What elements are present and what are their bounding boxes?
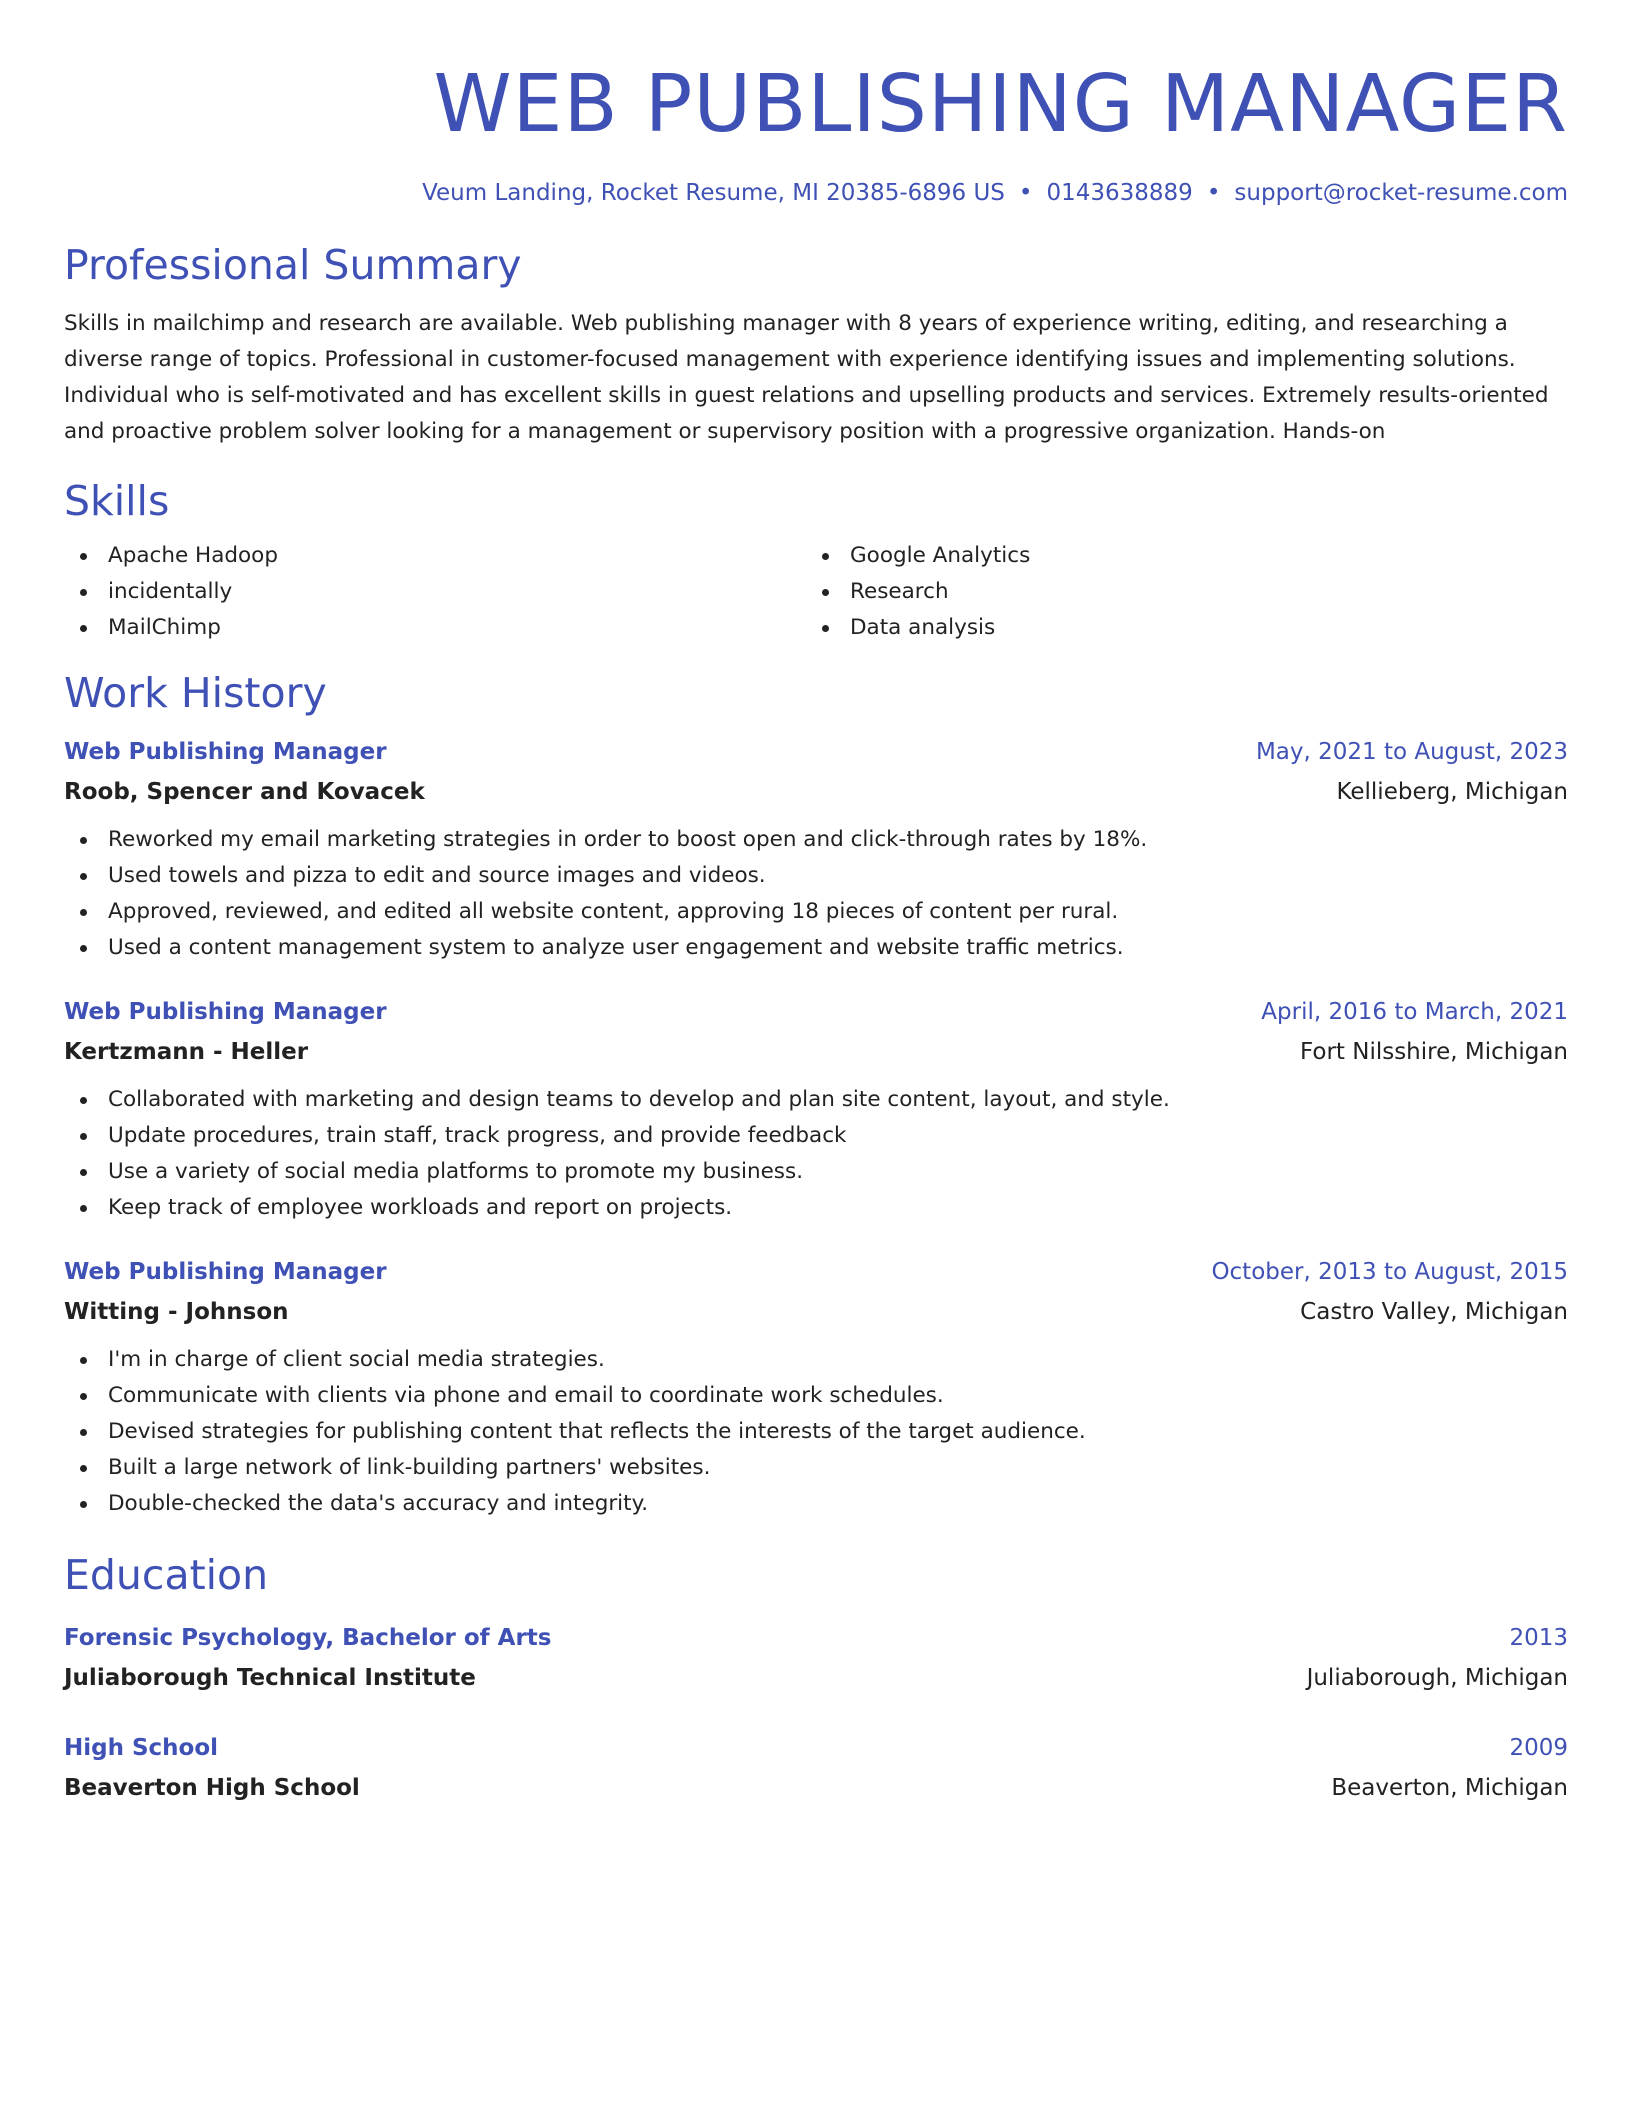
job-bullet: Update procedures, train staff, track progress, and provide feedback (64, 1118, 1568, 1154)
work-history-heading: Work History (64, 669, 327, 717)
education-location: Juliaborough, Michigan (1306, 1665, 1568, 1691)
contact-address: Veum Landing, Rocket Resume, MI 20385-6896 US (422, 180, 1005, 206)
job-bullet: Used a content management system to analyze user engagement and website traffic metrics. (64, 930, 1568, 966)
resume-title: WEB PUBLISHING MANAGER (433, 58, 1568, 150)
job-bullet: Built a large network of link-building partners' websites. (64, 1450, 1568, 1486)
job-bullet: I'm in charge of client social media strategies. (64, 1342, 1568, 1378)
job-company: Kertzmann - Heller (64, 1039, 309, 1065)
education-heading: Education (64, 1551, 269, 1599)
job-bullet: Keep track of employee workloads and report on projects. (64, 1190, 1568, 1226)
job-entry (64, 992, 1568, 1226)
job-company: Roob, Spencer and Kovacek (64, 779, 425, 805)
contact-separator: • (1206, 180, 1221, 206)
education-degree-row (64, 1728, 1568, 1768)
job-bullet: Double-checked the data's accuracy and integrity. (64, 1486, 1568, 1522)
job-position: Web Publishing Manager (64, 999, 387, 1025)
job-company-row (64, 1032, 1568, 1072)
job-bullet-list (64, 1082, 1568, 1226)
job-entry (64, 732, 1568, 966)
job-bullet: Use a variety of social media platforms to promote my business. (64, 1154, 1568, 1190)
education-degree: Forensic Psychology, Bachelor of Arts (64, 1625, 552, 1651)
contact-phone: 0143638889 (1046, 180, 1193, 206)
summary-heading: Professional Summary (64, 241, 522, 289)
job-location: Kellieberg, Michigan (1336, 779, 1568, 805)
job-bullet: Used towels and pizza to edit and source images and videos. (64, 858, 1568, 894)
job-title-row (64, 1252, 1568, 1292)
skills-grid (64, 538, 1568, 646)
job-bullet: Approved, reviewed, and edited all website content, approving 18 pieces of content per rural. (64, 894, 1568, 930)
education-degree-row (64, 1618, 1568, 1658)
job-dates: April, 2016 to March, 2021 (1261, 999, 1568, 1025)
resume-page (64, 0, 1568, 1808)
summary-text: Skills in mailchimp and research are available. Web publishing manager with 8 years of experience writing, editing, and researching a diverse range of topics. Professional in customer-focused management with experience identifying issues and implementing solutions. Individual who is self-motivated and has excellent skills in guest relations and upselling products and services. Extremely results-oriented and proactive problem solver looking for a management or supervisory position with a progressive organization. Hands-on (64, 311, 1549, 444)
education-year: 2013 (1509, 1625, 1568, 1651)
job-bullet-list (64, 1342, 1568, 1522)
job-location: Fort Nilsshire, Michigan (1299, 1039, 1568, 1065)
job-company: Witting - Johnson (64, 1299, 289, 1325)
job-title-row (64, 992, 1568, 1032)
education-school-row (64, 1768, 1568, 1808)
job-bullet: Reworked my email marketing strategies in order to boost open and click-through rates by 18%. (64, 822, 1568, 858)
education-degree: High School (64, 1735, 219, 1761)
skill-item: Apache Hadoop (64, 538, 806, 574)
job-entry (64, 1252, 1568, 1522)
contact-separator: • (1018, 180, 1033, 206)
skill-item: MailChimp (64, 610, 806, 646)
job-company-row (64, 772, 1568, 812)
job-bullet: Collaborated with marketing and design teams to develop and plan site content, layout, and style. (64, 1082, 1568, 1118)
job-position: Web Publishing Manager (64, 1259, 387, 1285)
education-entry (64, 1728, 1568, 1808)
job-title-row (64, 732, 1568, 772)
job-bullet: Communicate with clients via phone and email to coordinate work schedules. (64, 1378, 1568, 1414)
education-location: Beaverton, Michigan (1331, 1775, 1568, 1801)
skill-item: Google Analytics (806, 538, 1548, 574)
job-position: Web Publishing Manager (64, 739, 387, 765)
skill-item: Research (806, 574, 1548, 610)
skills-heading: Skills (64, 477, 170, 525)
skill-item: incidentally (64, 574, 806, 610)
contact-email: support@rocket-resume.com (1234, 180, 1568, 206)
job-dates: May, 2021 to August, 2023 (1255, 739, 1568, 765)
job-bullet: Devised strategies for publishing content that reflects the interests of the target audience. (64, 1414, 1568, 1450)
skills-column-right (806, 538, 1548, 646)
job-company-row (64, 1292, 1568, 1332)
job-bullet-list (64, 822, 1568, 966)
job-dates: October, 2013 to August, 2015 (1211, 1259, 1568, 1285)
education-entry (64, 1618, 1568, 1698)
contact-line (64, 178, 1568, 208)
education-year: 2009 (1509, 1735, 1568, 1761)
skill-item: Data analysis (806, 610, 1548, 646)
education-school: Beaverton High School (64, 1775, 360, 1801)
job-location: Castro Valley, Michigan (1300, 1299, 1568, 1325)
skills-column-left (64, 538, 806, 646)
education-school: Juliaborough Technical Institute (64, 1665, 476, 1691)
education-school-row (64, 1658, 1568, 1698)
